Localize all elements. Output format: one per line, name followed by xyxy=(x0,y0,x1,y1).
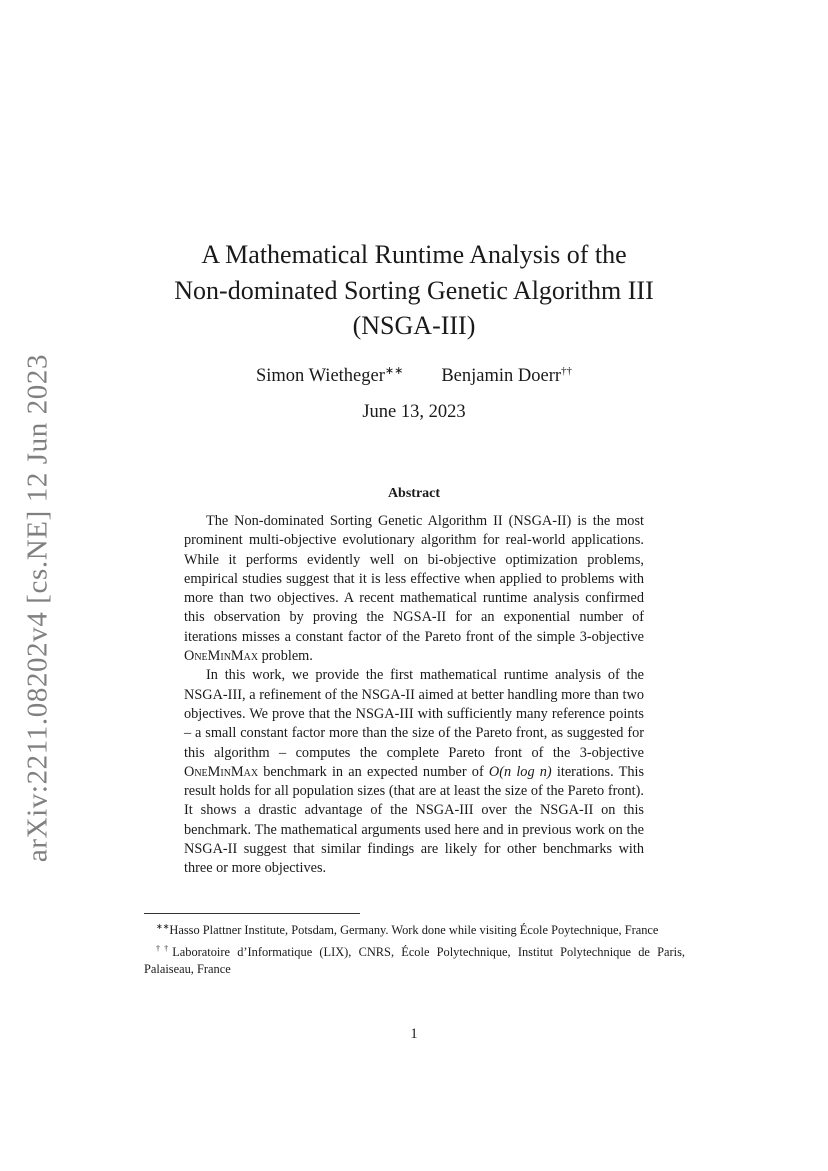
footnote-rule xyxy=(144,913,360,914)
benchmark-name: OneMinMax xyxy=(184,648,259,665)
abstract-paragraph xyxy=(184,512,644,666)
benchmark-name: OneMinMax xyxy=(184,763,259,780)
footnotes xyxy=(144,918,685,979)
author-footnote-mark: †† xyxy=(561,365,573,377)
abstract-text: iterations. This result holds for all population sizes (that are at least the size of the Pareto front). It shows a drastic advantage of the NSGA-III over the NSGA-II on this benchmark. The mathematical arguments used here and in previous work on the NSGA-II suggest that similar findings are likely for other benchmarks with three or more objectives. xyxy=(184,763,645,877)
abstract-heading: Abstract xyxy=(387,486,441,501)
paper-title xyxy=(100,237,728,344)
abstract-text: In this work, we provide the first mathematical runtime analysis of the NSGA-III, a refinement of the NSGA-II aimed at better handling more than two objectives. We prove that the NSGA-III with sufficiently many reference points – a small constant factor more than the size of the Pareto front, as suggested for this algorithm – computes the complete Pareto front of the 3-objective xyxy=(184,667,644,761)
author-list xyxy=(100,364,728,387)
author-footnote-mark: ∗∗ xyxy=(384,365,404,377)
abstract-paragraph xyxy=(184,666,644,878)
abstract-body xyxy=(184,512,644,879)
page-number: 1 xyxy=(410,1026,418,1042)
footnote-text: Hasso Plattner Institute, Potsdam, Germany. Work done while visiting École Poytechnique, France xyxy=(169,923,659,937)
footnote xyxy=(144,940,685,979)
paper-date: June 13, 2023 xyxy=(362,402,466,422)
author-name: Benjamin Doerr xyxy=(441,366,562,386)
title-line: A Mathematical Runtime Analysis of the xyxy=(201,240,627,269)
footnote-mark: ∗∗ xyxy=(156,922,170,931)
footnote xyxy=(144,918,685,940)
author-entry xyxy=(441,366,572,386)
abstract-text: The Non-dominated Sorting Genetic Algorithm II (NSGA-II) is the most prominent multi-objective evolutionary algorithm for real-world applications. While it performs evidently well on bi-objective optimization problems, empirical studies suggest that it is less effective when applied to problems with more than two objectives. A recent mathematical runtime analysis confirmed this observation by proving the NGSA-II for an exponential number of iterations misses a constant factor of the Pareto front of the simple 3-objective xyxy=(184,513,644,645)
title-line: (NSGA-III) xyxy=(352,311,476,340)
arxiv-identifier-stamp: arXiv:2211.08202v4 [cs.NE] 12 Jun 2023 xyxy=(21,353,54,863)
title-line: Non-dominated Sorting Genetic Algorithm III xyxy=(174,275,654,305)
complexity-formula: O(n log n) xyxy=(488,763,552,780)
footnote-text: Laboratoire d’Informatique (LIX), CNRS, École Polytechnique, Institut Polytechnique de Paris, Palaiseau, France xyxy=(144,944,685,976)
author-name: Simon Wietheger xyxy=(255,366,385,386)
footnote-mark: †† xyxy=(156,943,173,953)
author-entry xyxy=(256,366,403,386)
abstract-text: problem. xyxy=(258,648,313,665)
abstract-text: benchmark in an expected number of xyxy=(258,763,489,780)
